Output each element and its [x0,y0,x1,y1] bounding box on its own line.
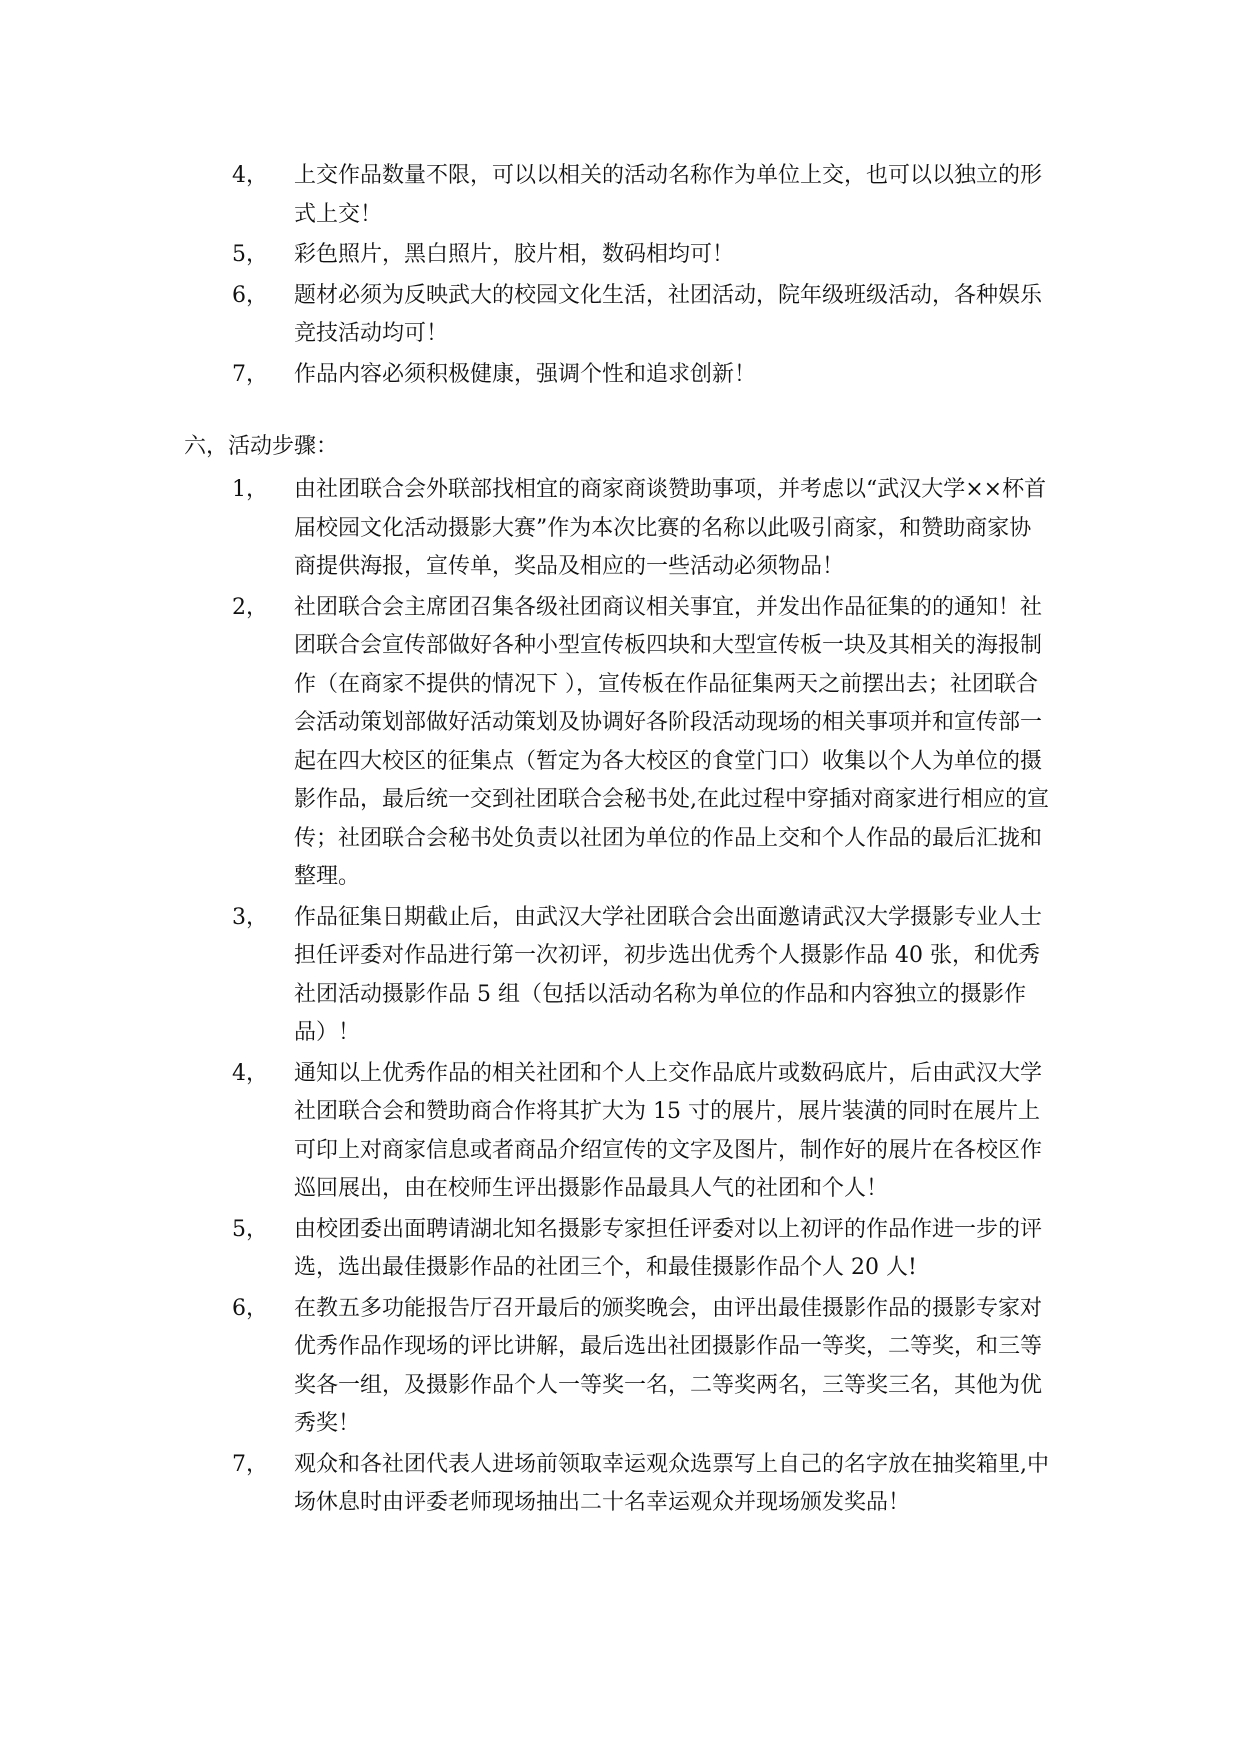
list-item [232,1446,1052,1523]
item-number: 7， [232,361,268,387]
list-item [232,899,1052,1053]
item-text: 通知以上优秀作品的相关社团和个人上交作品底片或数码底片，后由武汉大学社团联合会和赞助商合作将其扩大为 15 寸的展片，展片装潢的同时在展片上可印上对商家信息或者商品介绍宣传的文字及图片，制作好的展片在各校区作巡回展出，由在校师生评出摄影作品最具人气的社团和个人！ [294,1060,1043,1201]
list-item [232,157,1052,234]
item-number: 6， [232,282,268,308]
item-text: 由校团委出面聘请湖北知名摄影专家担任评委对以上初评的作品作进一步的评选，选出最佳摄影作品的社团三个，和最佳摄影作品个人 20 人! [294,1216,1043,1280]
list-item [232,589,1052,897]
list-item [232,1055,1052,1209]
item-number: 6， [232,1295,268,1321]
list-item [232,277,1052,354]
item-text: 上交作品数量不限，可以以相关的活动名称作为单位上交，也可以以独立的形式上交！ [294,163,1043,227]
activity-steps-list [232,471,1052,1525]
requirements-list [232,157,1052,396]
item-text: 彩色照片，黑白照片，胶片相，数码相均可！ [294,242,735,267]
item-text: 题材必须为反映武大的校园文化生活，社团活动，院年级班级活动，各种娱乐竞技活动均可！ [294,282,1043,346]
item-number: 3， [232,904,268,930]
list-item [232,236,1052,275]
item-text: 在教五多功能报告厅召开最后的颁奖晚会，由评出最佳摄影作品的摄影专家对优秀作品作现场的评比讲解，最后选出社团摄影作品一等奖，二等奖，和三等奖各一组，及摄影作品个人一等奖一名，二等奖两名，三等奖三名，其他为优秀奖！ [294,1295,1043,1436]
list-item [232,1290,1052,1444]
list-item [232,1211,1052,1288]
item-number: 7， [232,1451,268,1477]
section-heading: 六，活动步骤： [184,434,339,459]
list-item [232,356,1052,395]
item-number: 4， [232,1060,268,1086]
item-text: 观众和各社团代表人进场前领取幸运观众选票写上自己的名字放在抽奖箱里,中场休息时由评委老师现场抽出二十名幸运观众并现场颁发奖品！ [294,1451,1049,1515]
item-number: 2， [232,594,268,620]
item-text: 由社团联合会外联部找相宜的商家商谈赞助事项，并考虑以“武汉大学××杯首届校园文化活动摄影大赛”作为本次比赛的名称以此吸引商家，和赞助商家协商提供海报，宣传单，奖品及相应的一些活动必须物品！ [294,477,1047,579]
item-number: 5， [232,1216,268,1242]
item-number: 1， [232,477,268,502]
item-number: 4， [232,163,268,188]
item-text: 社团联合会主席团召集各级社团商议相关事宜，并发出作品征集的的通知！社团联合会宣传部做好各种小型宣传板四块和大型宣传板一块及其相关的海报制作（在商家不提供的情况下 ），宣传板在作品征集两天之前摆出去；社团联合会活动策划部做好活动策划及协调好各阶段活动现场的相关事项并和宣传部一起在四大校区的征集点（暂定为各大校区的食堂门口）收集以个人为单位的摄影作品，最后统一交到社团联合会秘书处,在此过程中穿插对商家进行相应的宣传；社团联合会秘书处负责以社团为单位的作品上交和个人作品的最后汇拢和整理。 [294,594,1049,889]
item-text: 作品征集日期截止后，由武汉大学社团联合会出面邀请武汉大学摄影专业人士担任评委对作品进行第一次初评，初步选出优秀个人摄影作品 40 张，和优秀社团活动摄影作品 5 组（包括以活动名称为单位的作品和内容独立的摄影作品）！ [294,904,1043,1045]
item-text: 作品内容必须积极健康，强调个性和追求创新！ [294,361,757,387]
list-item [232,471,1052,587]
item-number: 5， [232,242,268,267]
